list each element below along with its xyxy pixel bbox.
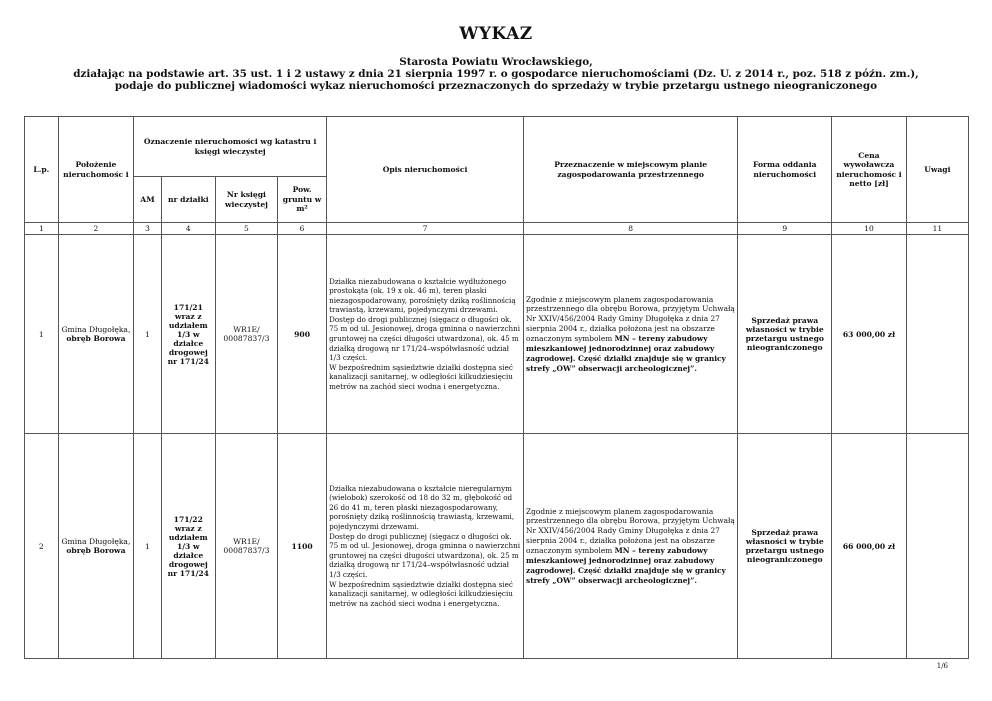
header-powierzchnia: Pow. gruntu w m²: [278, 177, 327, 223]
column-number: 2: [58, 223, 134, 235]
column-number: 6: [278, 223, 327, 235]
column-number: 7: [327, 223, 524, 235]
intro-legal-basis: działając na podstawie art. 35 ust. 1 i 2 ustawy z dnia 21 sierpnia 1997 r. o gospodarce nieruchomościami (Dz. U. z 2014 r., poz. 518 z późn. zm.),: [73, 68, 919, 80]
opis-ksztalt: Działka niezabudowana o kształcie wydłużonego prostokąta (ok. 19 x ok. 46 m), teren płaski niezagospodarowany, porośnięty dziką roślinnością trawiastą, krzewami, pojedynczymi drzewami.: [329, 276, 516, 315]
page-number: 1/6: [936, 662, 948, 670]
cell-forma: Sprzedaż prawa własności w trybie przetargu ustnego nieograniczonego: [738, 235, 832, 434]
polozenie-gmina: Gmina Długołęka,: [61, 325, 131, 334]
table-row: [25, 434, 969, 659]
cell-powierzchnia: 900: [278, 235, 327, 434]
column-number: 8: [524, 223, 738, 235]
cell-lp: 1: [25, 235, 59, 434]
header-cena: Cena wywoławcza nieruchomośc i netto [zł]: [832, 117, 906, 223]
header-opis: Opis nieruchomości: [327, 117, 524, 223]
column-number: 3: [134, 223, 162, 235]
cell-opis: [327, 434, 524, 659]
header-polozenie: Położenie nieruchomośc i: [58, 117, 134, 223]
cell-powierzchnia: 1100: [278, 434, 327, 659]
cell-przeznaczenie: [524, 235, 738, 434]
header-oznaczenie: Oznaczenie nieruchomości wg katastru i księgi wieczystej: [134, 117, 327, 177]
opis-dostep: Dostęp do drogi publicznej (sięgacz o długości ok. 75 m od ul. Jesionowej, droga gminna o nawierzchni gruntowej na części długości utwardzona), ok. 45 m działką drogową nr 171/24–współwłasność udział 1/3 części.: [329, 314, 521, 363]
cell-am: 1: [134, 434, 162, 659]
header-forma: Forma oddania nieruchomości: [738, 117, 832, 223]
przeznaczenie-symbol: MN – tereny zabudowy mieszkaniowej jednorodzinnej oraz zabudowy zagrodowej. Część działki znajduje się w granicy strefy „OW” obserwacji archeologicznej”.: [526, 546, 726, 585]
column-number-row: [25, 223, 969, 235]
property-list-table: [24, 116, 969, 659]
cell-uwagi: [906, 434, 968, 659]
column-number: 5: [215, 223, 277, 235]
header-nr-ksiegi: Nr księgi wieczystej: [215, 177, 277, 223]
opis-ksztalt: Działka niezabudowana o kształcie nieregularnym (wielobok) szerokość od 18 do 32 m, głębokość od 26 do 41 m, teren płaski niezagospodarowany, porośnięty dziką roślinnością trawiastą, krzewami, pojedynczymi drzewami.: [329, 483, 515, 532]
przeznaczenie-text: Zgodnie z miejscowym planem zagospodarowania przestrzennego dla obrębu Borowa, przyjętym Uchwałą Nr XXIV/456/2004 Rady Gminy Długołęka z dnia 27 sierpnia 2004 r., działka położona jest na obszarze oznaczonym symbolem: [526, 506, 735, 555]
cell-przeznaczenie: [524, 434, 738, 659]
opis-dostep: Dostęp do drogi publicznej (sięgacz o długości ok. 75 m od ul. Jesionowej, droga gminna o nawierzchni gruntowej na części długości utwardzona), ok. 25 m działką drogową nr 171/24–współwłasność udział 1/3 części.: [329, 531, 521, 579]
cell-opis: [327, 235, 524, 434]
cell-nr-ksiegi: WR1E/ 00087837/3: [215, 434, 277, 659]
header-lp: L.p.: [25, 117, 59, 223]
cell-nr-dzialki: 171/22 wraz z udziałem 1/3 w działce drogowej nr 171/24: [161, 434, 215, 659]
polozenie-gmina: Gmina Długołęka,: [61, 537, 131, 546]
opis-media: W bezpośrednim sąsiedztwie działki dostępna sieć kanalizacji sanitarnej, w odległości kilkudziesięciu metrów na zachód sieci wodna i energetyczna.: [329, 362, 513, 391]
polozenie-obreb: obręb Borowa: [66, 334, 126, 343]
cell-am: 1: [134, 235, 162, 434]
polozenie-obreb: obręb Borowa: [66, 546, 126, 555]
przeznaczenie-text: Zgodnie z miejscowym planem zagospodarowania przestrzennego dla obrębu Borowa, przyjętym Uchwałą Nr XXIV/456/2004 Rady Gminy Długołęka z dnia 27 sierpnia 2004 r., działka położona jest na obszarze oznaczonym symbolem: [526, 294, 735, 343]
column-number: 4: [161, 223, 215, 235]
table-row: [25, 235, 969, 434]
cell-nr-ksiegi: WR1E/ 00087837/3: [215, 235, 277, 434]
intro-purpose: podaje do publicznej wiadomości wykaz nieruchomości przeznaczonych do sprzedaży w trybie przetargu ustnego nieograniczonego: [114, 80, 878, 92]
intro-authority: Starosta Powiatu Wrocławskiego,: [399, 56, 593, 68]
opis-media: W bezpośrednim sąsiedztwie działki dostępna sieć kanalizacji sanitarnej, w odległości kilkudziesięciu metrów na zachód sieci wodna i energetyczna.: [329, 579, 513, 608]
cell-lp: 2: [25, 434, 59, 659]
column-number: 1: [25, 223, 59, 235]
header-uwagi: Uwagi: [906, 117, 968, 223]
cell-uwagi: [906, 235, 968, 434]
column-number: 11: [906, 223, 968, 235]
cell-cena: 63 000,00 zł: [832, 235, 906, 434]
cell-polozenie: [58, 434, 134, 659]
przeznaczenie-symbol: MN – tereny zabudowy mieszkaniowej jednorodzinnej oraz zabudowy zagrodowej. Część działki znajduje się w granicy strefy „OW” obserwacji archeologicznej”.: [526, 334, 726, 373]
document-title: WYKAZ: [459, 24, 533, 44]
cell-nr-dzialki: 171/21 wraz z udziałem 1/3 w działce drogowej nr 171/24: [161, 235, 215, 434]
header-przeznaczenie: Przeznaczenie w miejscowym planie zagospodarowania przestrzennego: [524, 117, 738, 223]
cell-cena: 66 000,00 zł: [832, 434, 906, 659]
column-number: 9: [738, 223, 832, 235]
header-nr-dzialki: nr działki: [161, 177, 215, 223]
header-am: AM: [134, 177, 162, 223]
column-number: 10: [832, 223, 906, 235]
cell-forma: Sprzedaż prawa własności w trybie przetargu ustnego nieograniczonego: [738, 434, 832, 659]
cell-polozenie: [58, 235, 134, 434]
